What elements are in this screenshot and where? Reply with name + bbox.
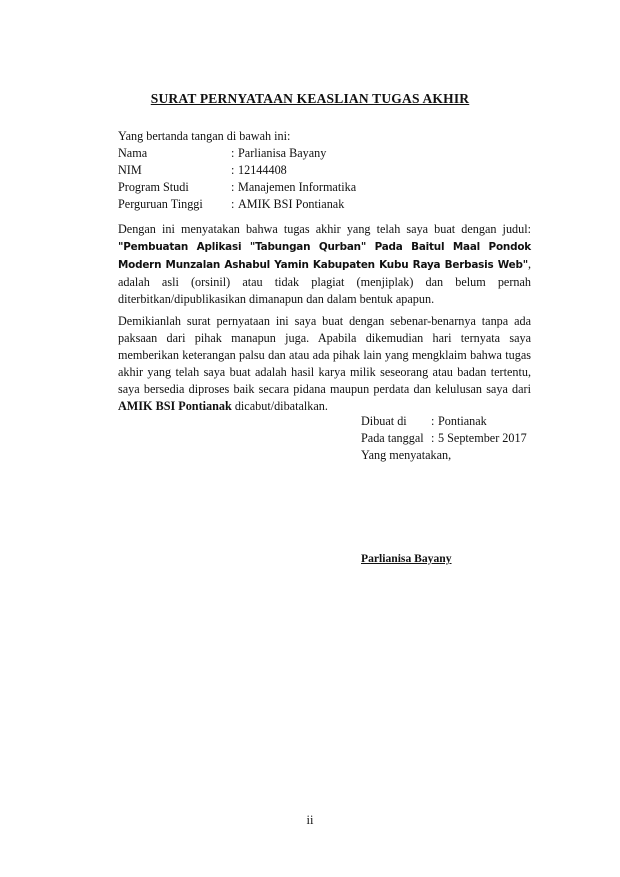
place-row xyxy=(361,413,527,430)
closing-text: Yang menyatakan, xyxy=(361,448,452,462)
signature-details xyxy=(361,413,527,464)
identity-row-nim xyxy=(118,162,356,179)
statement-paragraph xyxy=(118,313,531,415)
identity-row-institution xyxy=(118,196,356,213)
date-value: 5 September 2017 xyxy=(438,431,527,445)
signature-block xyxy=(361,413,527,464)
place-separator: : xyxy=(431,414,435,428)
declaration-tail: , adalah asli (orsinil) atau tidak plagiat (menjiplak) dan belum pernah diterbitkan/dipublikasikan dimanapun dan dalam bentuk apapun. xyxy=(118,257,531,306)
place-label: Dibuat di xyxy=(361,414,407,428)
intro-text: Yang bertanda tangan di bawah ini: xyxy=(118,129,291,143)
identity-value: Manajemen Informatika xyxy=(238,180,357,194)
date-row xyxy=(361,430,527,447)
identity-separator: : xyxy=(231,197,235,211)
page-title: SURAT PERNYATAAN KEASLIAN TUGAS AKHIR xyxy=(150,91,470,106)
identity-separator: : xyxy=(231,146,235,160)
identity-value: AMIK BSI Pontianak xyxy=(238,197,345,211)
declaration-paragraph xyxy=(118,221,531,308)
statement-ending: dicabut/dibatalkan. xyxy=(231,399,328,413)
signer-name: Parlianisa Bayany xyxy=(361,552,452,565)
identity-table xyxy=(118,145,356,213)
identity-row-name xyxy=(118,145,356,162)
declaration-lead: Dengan ini menyatakan bahwa tugas akhir yang telah saya buat dengan judul: xyxy=(118,222,531,236)
identity-label: NIM xyxy=(118,163,142,177)
identity-separator: : xyxy=(231,163,235,177)
identity-label: Program Studi xyxy=(118,180,189,194)
institution-name: AMIK BSI Pontianak xyxy=(118,399,232,413)
identity-value: 12144408 xyxy=(238,163,287,177)
place-value: Pontianak xyxy=(438,414,487,428)
identity-value: Parlianisa Bayany xyxy=(238,146,327,160)
page-number: ii xyxy=(306,813,314,827)
identity-separator: : xyxy=(231,180,235,194)
thesis-title: "Pembuatan Aplikasi "Tabungan Qurban" Pada Baitul Maal Pondok Modern Munzalan Ashabul Yamin Kabupaten Kubu Raya Berbasis Web" xyxy=(118,241,531,271)
date-separator: : xyxy=(431,431,435,445)
identity-row-program xyxy=(118,179,356,196)
identity-label: Nama xyxy=(118,146,148,160)
statement-text: Demikianlah surat pernyataan ini saya buat dengan sebenar-benarnya tanpa ada paksaan dari pihak manapun juga. Apabila dikemudian hari ternyata saya memberikan keterangan palsu dan atau ada pihak lain yang mengklaim bahwa tugas akhir yang telah saya buat adalah hasil karya milik seseorang atau badan tertentu, saya bersedia diproses baik secara pidana maupun perdata dan kelulusan saya dari xyxy=(118,314,531,396)
date-label: Pada tanggal xyxy=(361,431,424,445)
closing-row xyxy=(361,447,527,464)
identity-label: Perguruan Tinggi xyxy=(118,197,203,211)
